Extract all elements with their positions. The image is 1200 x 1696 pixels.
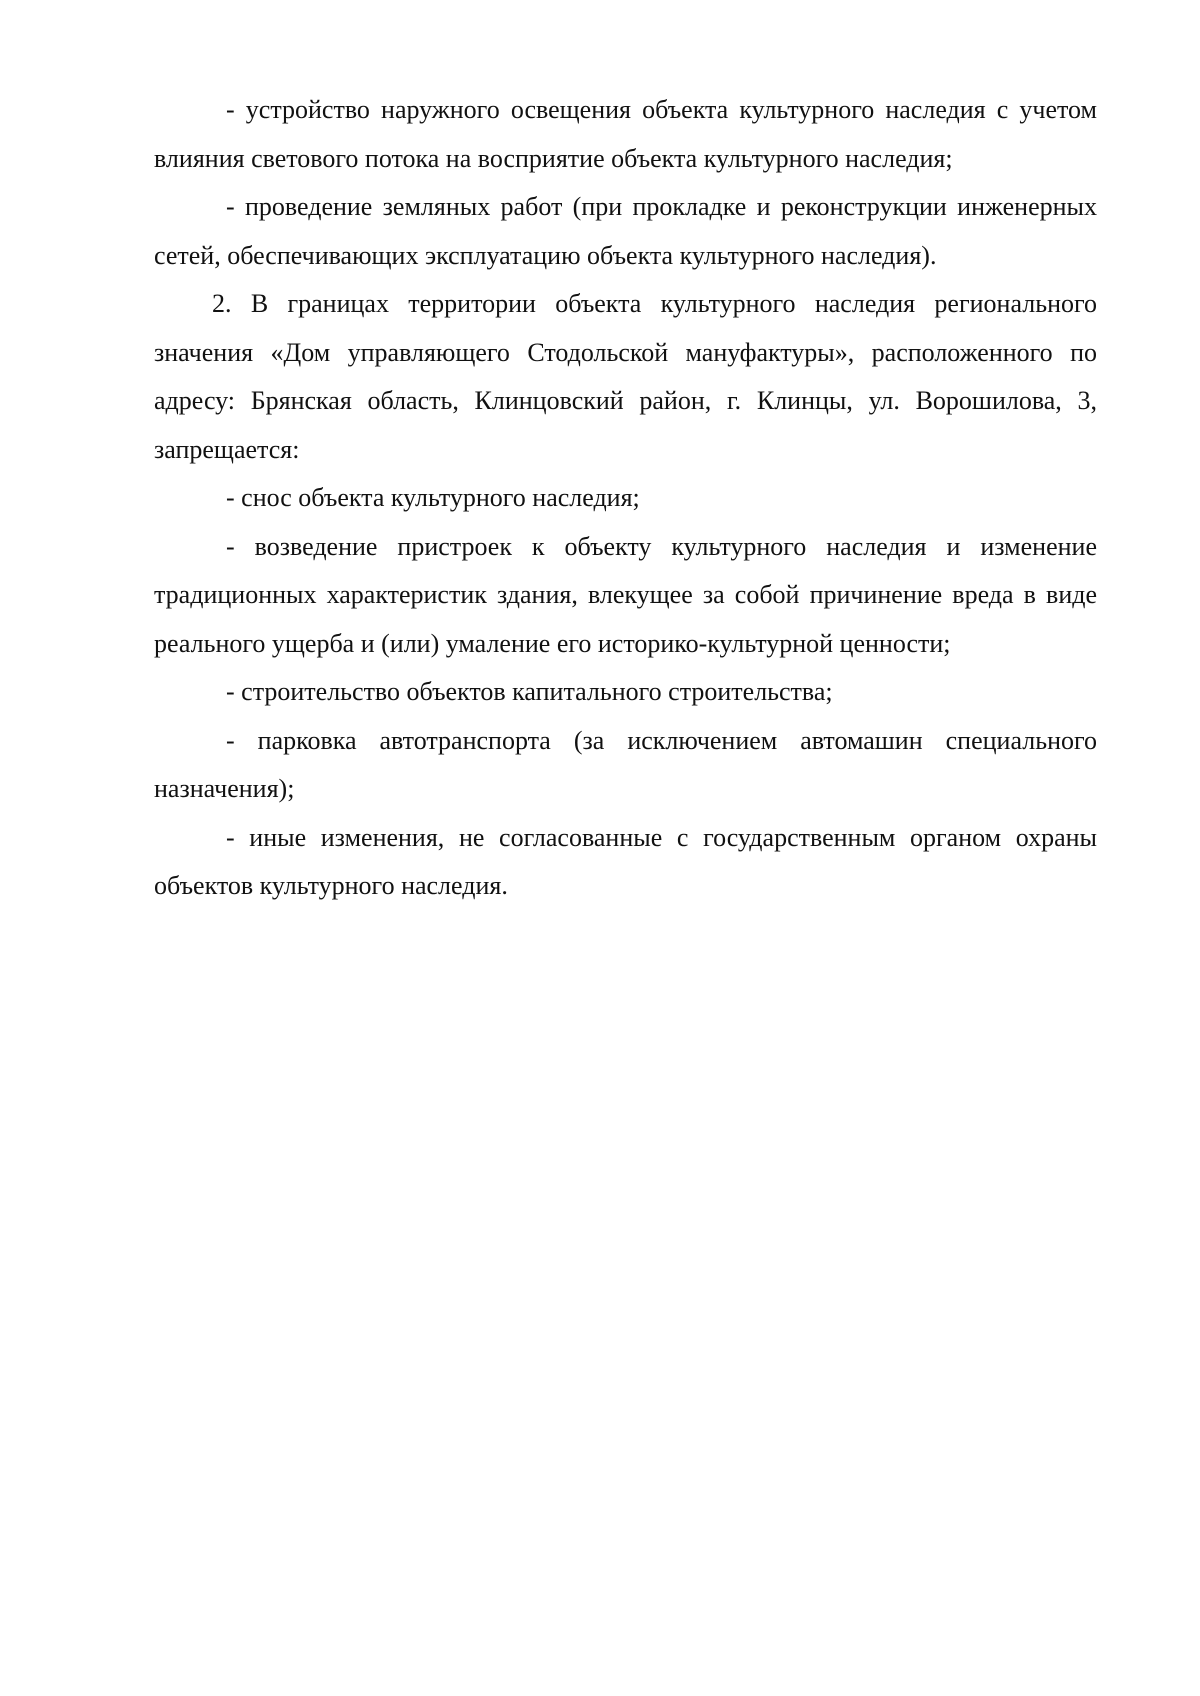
paragraph-demolition: - снос объекта культурного наследия; [226, 483, 640, 512]
paragraph-earthworks: - проведение земляных работ (при прокладке и реконструкции инженерных сетей, обеспечивающих эксплуатацию объекта культурного наследия). [154, 192, 1097, 270]
paragraph-extensions: - возведение пристроек к объекту культурного наследия и изменение традиционных характеристик здания, влекущее за собой причинение вреда в виде реального ущерба и (или) умаление его историко-культурной ценности; [154, 531, 1097, 658]
paragraph-outdoor-lighting: - устройство наружного освещения объекта культурного наследия с учетом влияния светового потока на восприятие объекта культурного наследия; [154, 95, 1097, 173]
paragraph-other-changes: - иные изменения, не согласованные с государственным органом охраны объектов культурного наследия. [154, 822, 1097, 900]
document-body [154, 86, 1097, 911]
paragraph-section-2: 2. В границах территории объекта культурного наследия регионального значения «Дом управляющего Стодольской мануфактуры», расположенного по адресу: Брянская область, Клинцовский район, г. Клинцы, ул. Ворошилова, 3, запрещается: [154, 289, 1097, 464]
paragraph-parking: - парковка автотранспорта (за исключением автомашин специального назначения); [154, 725, 1097, 803]
paragraph-capital-construction: - строительство объектов капитального строительства; [226, 677, 833, 706]
